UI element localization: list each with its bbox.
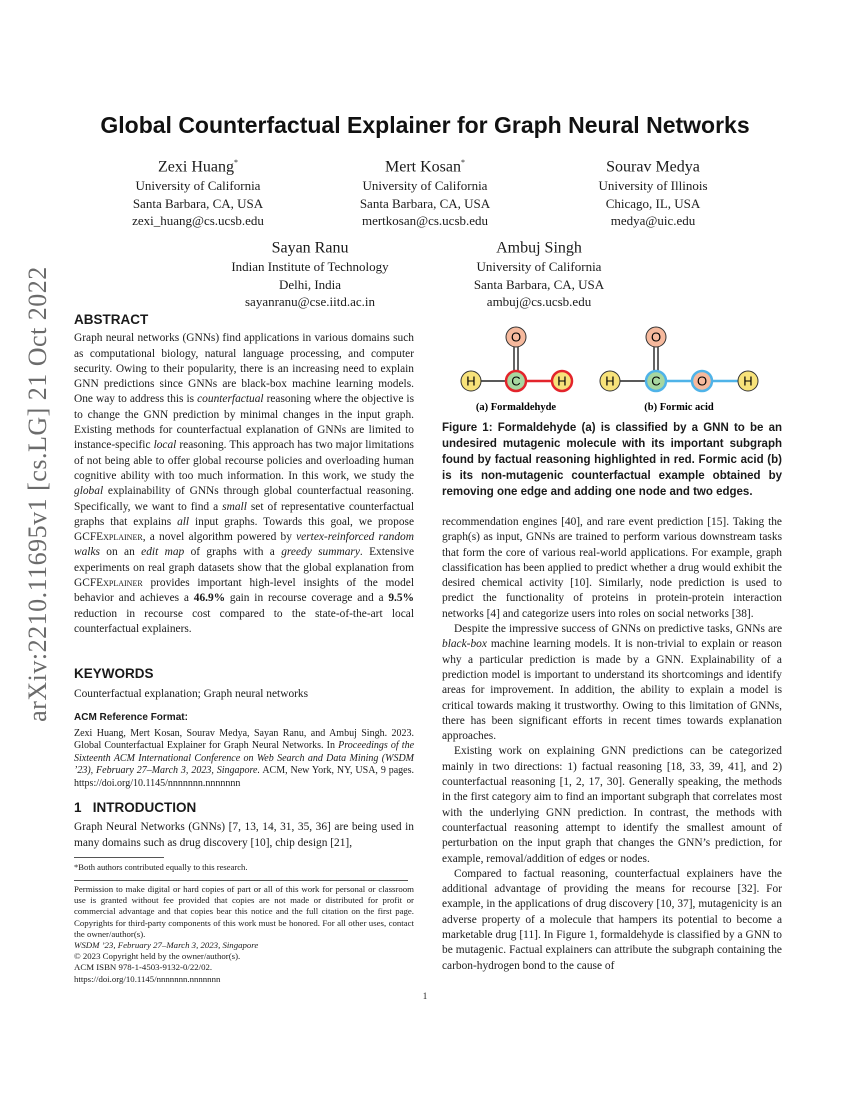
author-name: Zexi Huang* [158,158,238,176]
author-location: Delhi, India [278,276,342,292]
author-location: Santa Barbara, CA, USA [132,195,264,211]
author-block [98,152,298,230]
doi-line[interactable]: https://doi.org/10.1145/nnnnnnn.nnnnnnn [74,973,221,984]
author-email[interactable]: medya@uic.edu [610,213,696,229]
author-name: Sayan Ranu [271,239,349,257]
arxiv-identifier-text: arXiv:2210.11695v1 [cs.LG] 21 Oct 2022 [23,266,53,722]
author-name: Mert Kosan* [385,158,465,176]
introduction-section [74,800,414,851]
subfigure-label: (a) Formaldehyde [475,402,557,413]
venue-line: WSDM ’23, February 27–March 3, 2023, Singapore [74,940,259,951]
acm-reference [74,712,414,791]
molecule-diagrams [442,318,782,418]
permission-block [74,884,414,985]
author-location: Santa Barbara, CA, USA [473,276,605,292]
abstract-heading: ABSTRACT [74,312,149,327]
atom-label: H [466,373,476,389]
introduction-text-left: Graph Neural Networks (GNNs) [7, 13, 14, 31, 35, 36] are being used in many domains such as drug discovery [10], chip design [21], [74,821,414,849]
introduction-heading: 1 INTRODUCTION [74,800,197,815]
atom-label: O [510,329,522,345]
page-number: 1 [422,991,428,1001]
author-name: Sourav Medya [606,158,700,176]
atom-label: O [650,329,662,345]
introduction-continued [442,515,782,974]
formic-acid-molecule [600,327,758,413]
figure-1 [442,318,782,418]
author-name: Ambuj Singh [496,239,582,257]
author-affiliation: University of Illinois [598,178,708,194]
permission-rule [74,880,408,881]
formaldehyde-molecule [461,327,572,413]
author-block [553,152,753,230]
author-affiliation: University of California [135,178,261,194]
author-block [439,233,639,311]
author-affiliation: University of California [476,259,602,275]
author-email[interactable]: zexi_huang@cs.ucsb.edu [132,213,264,229]
atom-label: C [651,373,661,389]
author-affiliation: Indian Institute of Technology [231,259,389,275]
arxiv-identifier [18,266,58,722]
paper-title: Global Counterfactual Explainer for Graph Neural Networks [100,112,750,138]
atom-label: H [557,373,567,389]
author-email[interactable]: sayanranu@cse.iitd.ac.in [244,294,375,310]
intro-paragraph: Existing work on explaining GNN predictions can be categorized mainly in two directions: 1) factual reasoning [18, 33, 39, 41], and 2) counterfactual reasoning [1, 2, 17, 30]. Generally speaking, the methods in the first category aim to find an important subgraph that correlates most with the underlying GNN prediction. In contrast, the methods with counterfactual reasoning attempt to identify the smallest amount of perturbation on the input graph that changes the GNN’s prediction, for example, removal/addition of edges or nodes. [442,745,782,865]
isbn-line: ACM ISBN 978-1-4503-9132-0/22/02. [74,962,213,973]
subfigure-label: (b) Formic acid [644,402,714,413]
keywords-heading: KEYWORDS [74,666,154,681]
intro-paragraph: recommendation engines [40], and rare event prediction [15]. Taking the graph(s) as input, GNNs are trained to perform various downstream tasks that form the core of various real-world applications. For example, graph classification has been applied to predict whether a drug would exhibit the desired chemical activity [10]. Similarly, node prediction is used to predict the functionality of proteins in protein-protein interaction networks [4] and categorize users into roles on social networks [38]. [442,516,782,620]
author-location: Santa Barbara, CA, USA [359,195,491,211]
footnote: *Both authors contributed equally to this research. [74,862,248,872]
atom-label: O [696,373,708,389]
figure-caption: Figure 1: Formaldehyde (a) is classified by a GNN to be an undesired mutagenic molecule with its important subgraph found by factual reasoning highlighted in red. Formic acid (b) is its non-mutagenic counterfactual example obtained by removing one edge and adding one node and two edges. [442,422,782,498]
author-block [210,233,410,311]
author-block [325,152,525,230]
acm-reference-heading: ACM Reference Format: [74,712,188,723]
atom-label: C [511,373,521,389]
copyright-line: © 2023 Copyright held by the owner/author(s). [74,951,241,962]
atom-label: H [743,373,753,389]
acm-reference-text: Zexi Huang, Mert Kosan, Sourav Medya, Sayan Ranu, and Ambuj Singh. 2023. Global Counterfactual Explainer for Graph Neural Networks. In Proceedings of the Sixteenth ACM International Conference on Web Search and Data Mining (WSDM ’23), February 27–March 3, 2023, Singapore. ACM, New York, NY, USA, 9 pages. https://doi.org/10.1145/nnnnnnn.nnnnnnn [74,727,415,789]
intro-paragraph: Compared to factual reasoning, counterfactual explainers have the additional advantage of providing the means for recourse [32]. For example, in the applications of drug discovery [10, 37], mutagenicity is an adverse property of a molecule that hampers its potential to become a marketable drug [11]. In Figure 1, formaldehyde is classified by a GNN to be mutagenic. Factual explainers can attribute the subgraph containing the carbon-hydrogen bond to the cause of [442,867,782,972]
author-email[interactable]: mertkosan@cs.ucsb.edu [361,213,489,229]
keywords-section [74,666,414,703]
permission-text: Permission to make digital or hard copies of part or all of this work for personal or classroom use is granted without fee provided that copies are not made or distributed for profit or commercial advantage and that copies bear this notice and the full citation on the first page. Copyrights for third-party components of this work must be honored. For all other uses, contact the owner/author(s). [74,884,414,939]
footnote-rule [74,857,164,858]
intro-paragraph: Despite the impressive success of GNNs on predictive tasks, GNNs are black-box machine learning models. It is non-trivial to explain or reason why a particular prediction is made by a GNN. Explainability of a prediction model is important to understand its shortcomings and identify areas for improvement. In addition, the ability to explain a model is critical towards making it trustworthy. Owing to this limitation of GNNs, there has been significant efforts in recent times towards explanation approaches. [442,623,782,743]
abstract-section [74,312,414,637]
atom-label: H [605,373,615,389]
author-email[interactable]: ambuj@cs.ucsb.edu [486,294,592,310]
author-affiliation: University of California [362,178,488,194]
abstract-text: Graph neural networks (GNNs) find applications in various domains such as computational biology, natural language processing, and computer security. Owing to their popularity, there is an increasing need to explain GNN predictions since GNNs are black-box machine learning models. One way to address this is counterfactual reasoning where the objective is to change the GNN prediction by minimal changes in the input graph. Existing methods for counterfactual explanation of GNNs are limited to instance-specific local reasoning. This approach has two major limitations of not being able to offer global recourse policies and overloading human cognitive ability with too much information. In this work, we study the global explainability of GNNs through global counterfactual reasoning. Specifically, we want to find a small set of representative counterfactual graphs that explains all input graphs. Towards this goal, we propose GCFExplainer, a novel algorithm powered by vertex-reinforced random walks on an edit map of graphs with a greedy summary. Extensive experiments on real graph datasets show that the global explanation from GCFExplainer provides important high-level insights of the model behavior and achieves a 46.9% gain in recourse coverage and a 9.5% reduction in recourse cost compared to the state-of-the-art local counterfactual explainers. [74,332,415,635]
author-location: Chicago, IL, USA [605,195,701,211]
keywords-text: Counterfactual explanation; Graph neural networks [74,688,309,701]
